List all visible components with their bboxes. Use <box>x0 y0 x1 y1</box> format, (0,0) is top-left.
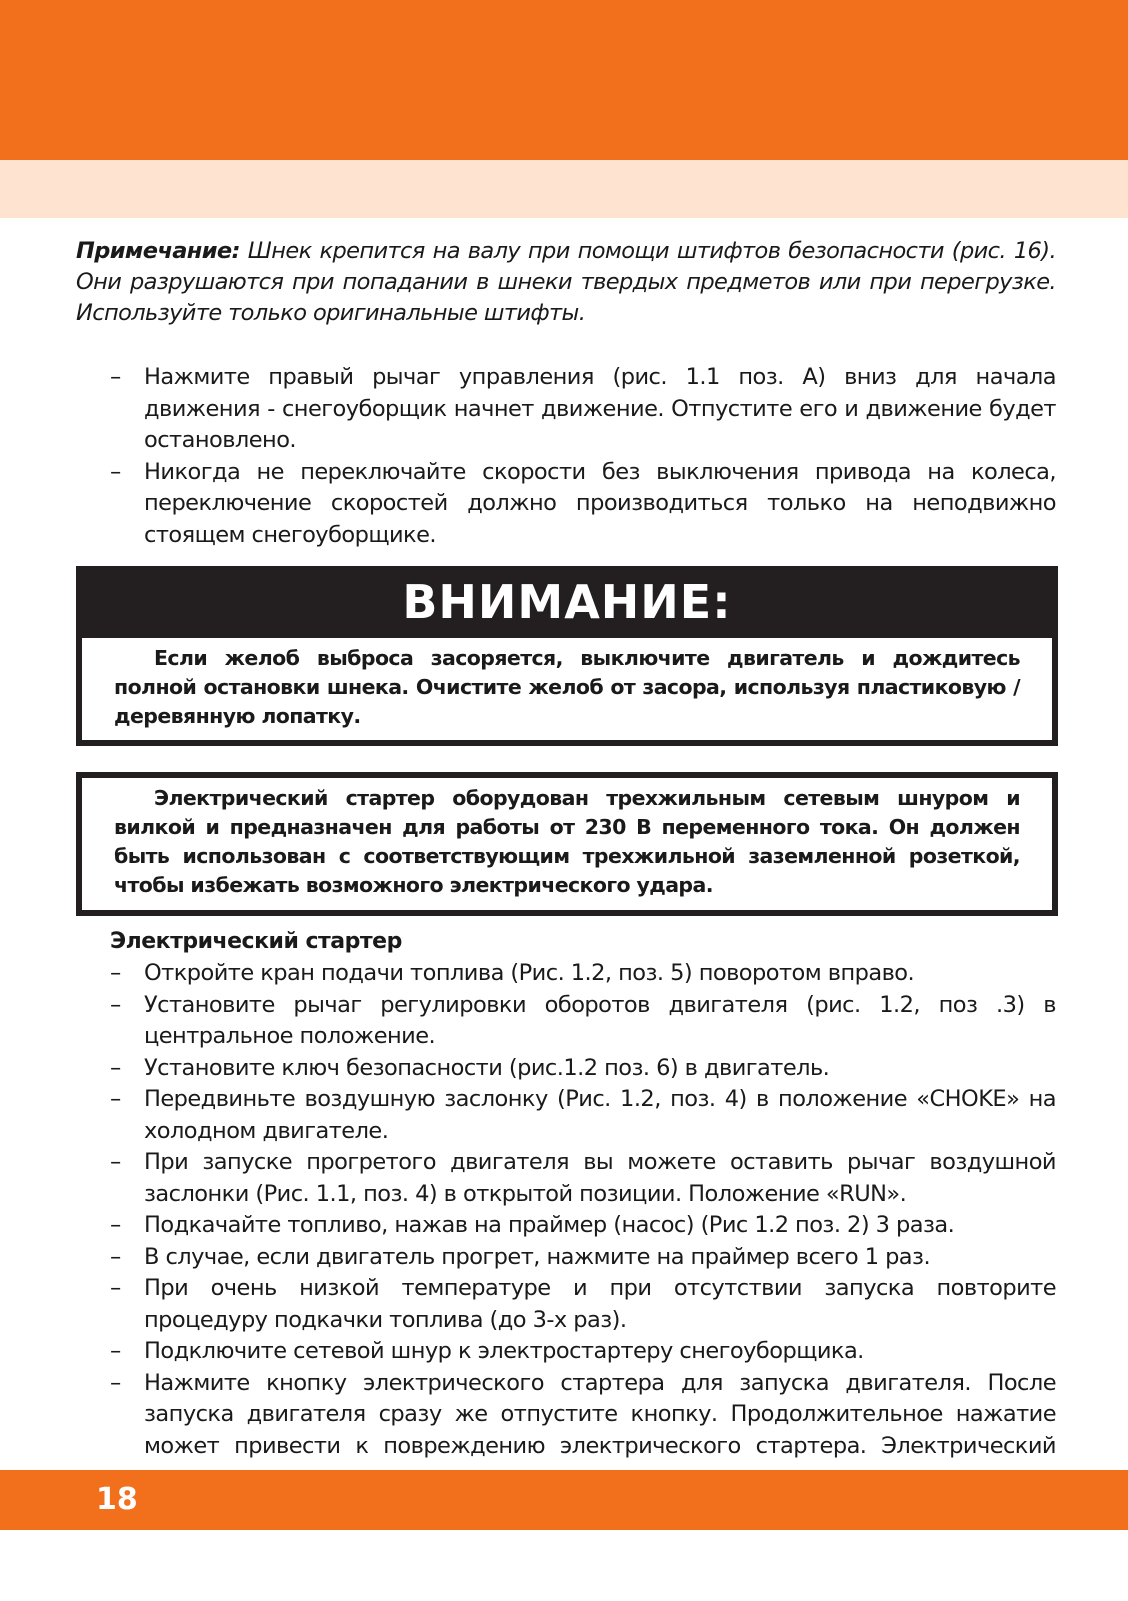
section-title: Электрический стартер <box>110 929 402 954</box>
page-number: 18 <box>96 1482 138 1517</box>
note-label: Примечание: <box>76 238 240 264</box>
list-item-text: Установите ключ безопасности (рис.1.2 поз. 6) в двигатель. <box>144 1054 830 1081</box>
dash-marker: – <box>110 1212 121 1238</box>
list-item <box>110 1053 1056 1085</box>
dash-marker: – <box>110 1338 121 1364</box>
list-item <box>110 1336 1056 1368</box>
list-item <box>110 1273 1056 1336</box>
list-item <box>110 1147 1056 1210</box>
list-item-text: Установите рычаг регулировки оборотов двигателя (рис. 1.2, поз .3) в центральное положение. <box>144 991 1056 1049</box>
list-item <box>110 958 1056 990</box>
dash-marker: – <box>110 1086 121 1112</box>
warning-text-starter: Электрический стартер оборудован трехжильным сетевым шнуром и вилкой и предназначен для работы от 230 В переменного тока. Он должен быть использован с соответствующим трехжильной заземленной розеткой, чтобы избежать возможного электрического удара. <box>114 786 1020 897</box>
list-item <box>110 1242 1056 1274</box>
list-item-text: Подключите сетевой шнур к электростартеру снегоуборщика. <box>144 1338 864 1364</box>
list-item-text: Подкачайте топливо, нажав на праймер (насос) (Рис 1.2 поз. 2) 3 раза. <box>144 1212 955 1238</box>
list-item-text: При запуске прогретого двигателя вы можете оставить рычаг воздушной заслонки (Рис. 1.1, поз. 4) в открытой позиции. Положение «RUN». <box>144 1149 1056 1207</box>
list-item-text: Откройте кран подачи топлива (Рис. 1.2, поз. 5) поворотом вправо. <box>144 960 915 986</box>
list-item-text: Никогда не переключайте скорости без выключения привода на колеса, переключение скоростей должно производиться только на неподвижно стоящем снегоуборщике. <box>144 458 1056 548</box>
dash-marker: – <box>110 991 121 1018</box>
instruction-list-top <box>110 362 1056 551</box>
note-paragraph <box>76 236 1056 329</box>
list-item-text: Нажмите кнопку электрического стартера для запуска двигателя. После запуска двигателя сразу же отпустите кнопку. Продолжительное нажатие может привести к повреждению электрического стартера. Электрический <box>144 1369 1056 1459</box>
dash-marker: – <box>110 1054 121 1081</box>
list-item-text: Передвиньте воздушную заслонку (Рис. 1.2, поз. 4) в положение «CHOKE» на холодном двигателе. <box>144 1086 1056 1144</box>
list-item-text: В случае, если двигатель прогрет, нажмите на праймер всего 1 раз. <box>144 1243 931 1270</box>
list-item <box>110 1084 1056 1147</box>
warning-heading: ВНИМАНИЕ: <box>76 566 1058 638</box>
dash-marker: – <box>110 1275 121 1301</box>
list-item-text: При очень низкой температуре и при отсутствии запуска повторите процедуру подкачки топлива (до 3-х раз). <box>144 1275 1056 1333</box>
warning-box-starter <box>76 772 1058 916</box>
list-item <box>110 362 1056 457</box>
list-item <box>110 1210 1056 1242</box>
dash-marker: – <box>110 1243 121 1270</box>
dash-marker: – <box>110 364 121 390</box>
header-band <box>0 0 1128 160</box>
note-text: Шнек крепится на валу при помощи штифтов безопасности (рис. 16). Они разрушаются при попадании в шнеки твердых предметов или при перегрузке. Используйте только оригинальные штифты. <box>76 238 1056 326</box>
header-subband <box>0 160 1128 218</box>
list-item <box>110 457 1056 552</box>
warning-text-chute: Если желоб выброса засоряется, выключите двигатель и дождитесь полной остановки шнека. Очистите желоб от засора, используя пластиковую / деревянную лопатку. <box>114 646 1020 728</box>
dash-marker: – <box>110 960 121 986</box>
dash-marker: – <box>110 458 121 485</box>
warning-box-chute <box>76 632 1058 746</box>
dash-marker: – <box>110 1369 121 1396</box>
instruction-list-starter <box>110 958 1056 1494</box>
dash-marker: – <box>110 1149 121 1175</box>
list-item <box>110 990 1056 1053</box>
footer-band <box>0 1470 1128 1530</box>
list-item-text: Нажмите правый рычаг управления (рис. 1.1 поз. А) вниз для начала движения - снегоуборщик начнет движение. Отпустите его и движение будет остановлено. <box>144 364 1056 453</box>
